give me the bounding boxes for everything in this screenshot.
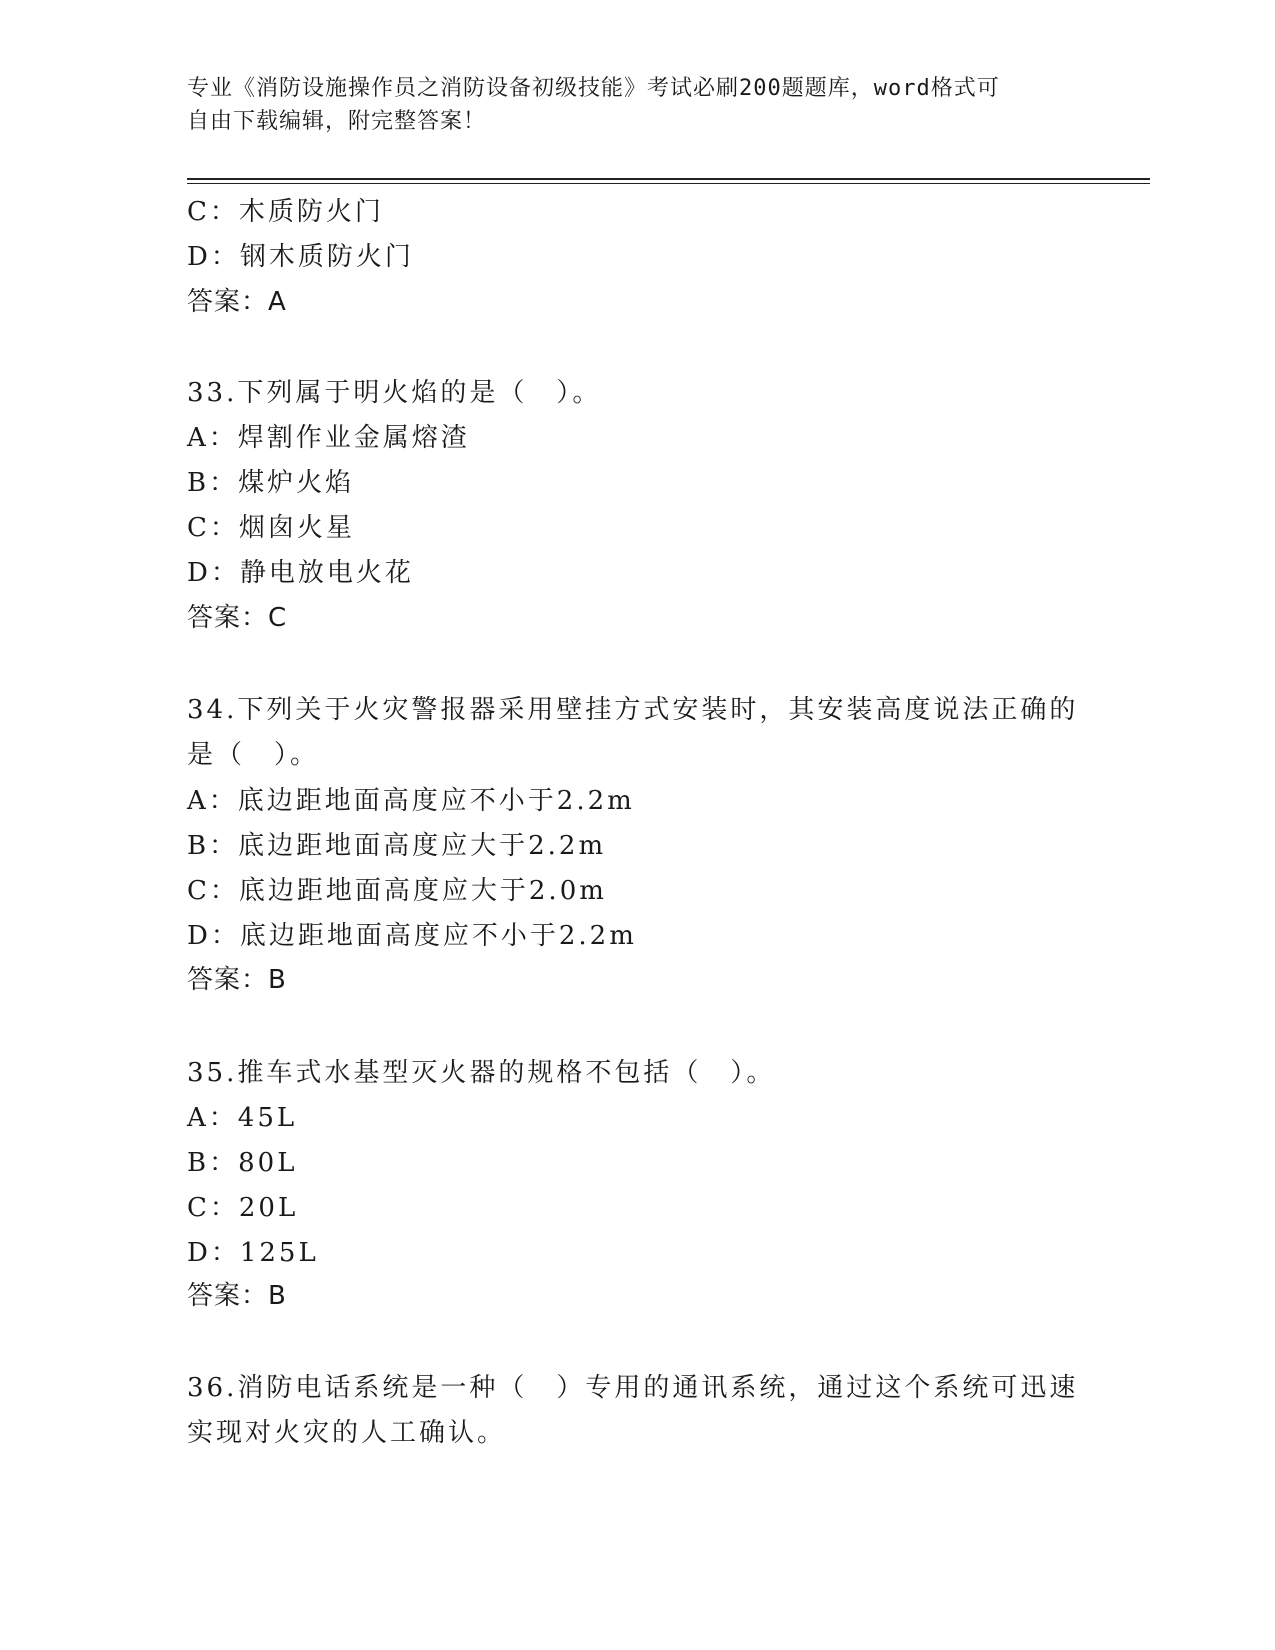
document-header [187,72,1067,138]
q35-option-c: C：20L [187,1193,299,1223]
q34-question-line-1: 34.下列关于火灾警报器采用壁挂方式安装时，其安装高度说法正确的 [187,695,1079,725]
q33-option-d: D：静电放电火花 [187,558,414,588]
q33-option-a: A：焊割作业金属熔渣 [187,423,470,453]
q33-question: 33.下列属于明火焰的是（ ）。 [187,378,602,408]
q35-option-a: A：45L [187,1103,298,1133]
q34-question-line-2: 是（ ）。 [187,740,320,770]
q34-option-c: C：底边距地面高度应大于2.0m [187,876,607,906]
q35-question: 35.推车式水基型灭火器的规格不包括（ ）。 [187,1058,776,1088]
q33-option-b: B：煤炉火焰 [187,468,355,498]
q35-option-d: D：125L [187,1238,319,1268]
q35-answer: 答案：B [187,1281,287,1311]
q35-option-b: B：80L [187,1148,298,1178]
prev-answer: 答案：A [187,287,287,317]
q33-option-c: C：烟囱火星 [187,513,355,543]
header-line-1: 专业《消防设施操作员之消防设备初级技能》考试必刷200题题库，word格式可 [187,76,1000,101]
header-divider-thick [187,178,1150,180]
q33-answer: 答案：C [187,603,288,633]
prev-option-c: C：木质防火门 [187,197,384,227]
header-line-2: 自由下载编辑，附完整答案！ [187,109,487,134]
header-divider-thin [187,183,1150,184]
q34-option-b: B：底边距地面高度应大于2.2m [187,831,607,861]
q34-answer: 答案：B [187,965,287,995]
q36-question-line-2: 实现对火灾的人工确认。 [187,1418,507,1448]
q36-question-line-1: 36.消防电话系统是一种（ ）专用的通讯系统，通过这个系统可迅速 [187,1373,1079,1403]
prev-option-d: D：钢木质防火门 [187,242,414,272]
q34-option-a: A：底边距地面高度应不小于2.2m [187,786,635,816]
q34-option-d: D：底边距地面高度应不小于2.2m [187,921,637,951]
